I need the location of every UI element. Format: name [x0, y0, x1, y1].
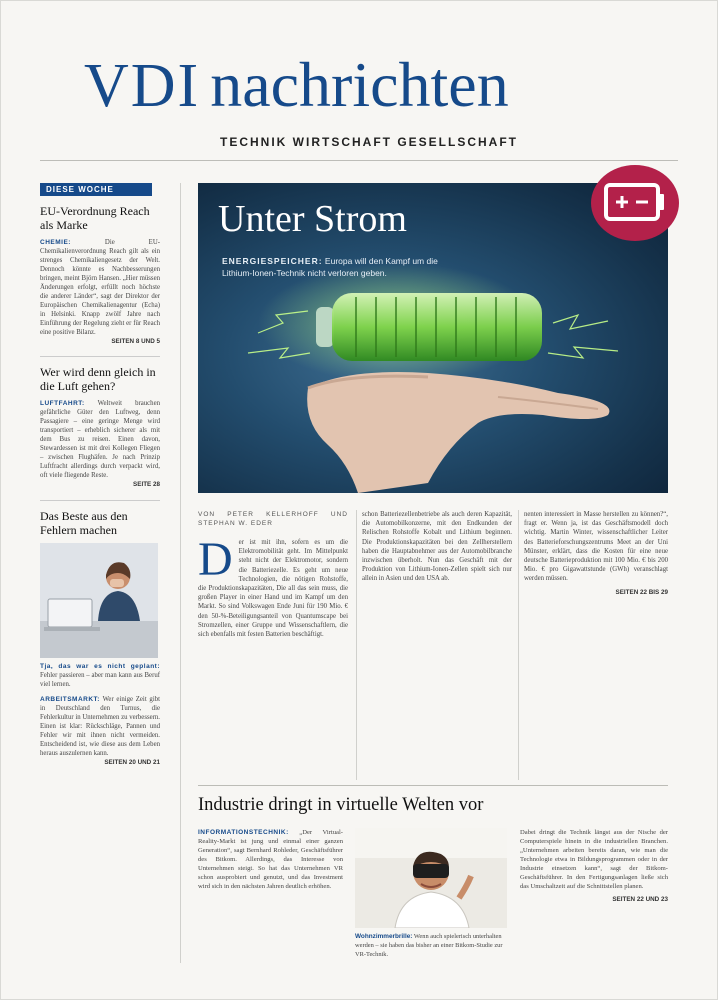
story3-caption [40, 662, 160, 689]
vr-headset-illustration [355, 828, 507, 928]
story1-more[interactable]: SEITEN 8 UND 5 [111, 337, 160, 345]
article-column-1 [198, 510, 348, 639]
story1-headline[interactable]: EU-Verordnung Reach als Marke [40, 203, 150, 232]
story2-kicker: LUFTFAHRT: [40, 400, 85, 407]
battery-icon [588, 163, 682, 243]
column-divider [356, 510, 357, 780]
story3-more[interactable]: SEITEN 20 UND 21 [104, 758, 160, 766]
tagline: TECHNIK WIRTSCHAFT GESELLSCHAFT [220, 135, 518, 149]
lower-column-1 [198, 828, 343, 891]
column-divider [180, 183, 181, 963]
vdi-logo [84, 48, 509, 122]
vr-photo-caption [355, 932, 507, 959]
article-byline: VON PETER KELLERHOFF UND STEPHAN W. EDER [198, 511, 348, 527]
lower-headline[interactable]: Industrie dringt in virtuelle Welten vor [198, 795, 484, 815]
story2-text: Weltweit brauchen gefährliche Güter den Luftweg, denn Passagiere – eine geringe Menge wird transportiert – erheblich sicherer als mit dem Bus zu reisen. Einen davon, Stewardessen ist mit drei Kollegen Fliegen – zwischen Flughäfen. Je nach Prinzip Luftfracht allerdings durch verpackt wird, oft viele fliegende Reste. [40, 400, 160, 479]
story2-body [40, 399, 160, 480]
story3-body [40, 695, 160, 758]
divider [40, 356, 160, 357]
story1-body [40, 238, 160, 337]
hero-kicker: ENERGIESPEICHER: [222, 256, 323, 266]
lower-more[interactable]: SEITEN 22 UND 23 [612, 896, 668, 903]
story3-headline[interactable]: Das Beste aus den Fehlern machen [40, 508, 128, 537]
column-divider [518, 510, 519, 780]
story2-headline[interactable]: Wer wird denn gleich in die Luft gehen? [40, 365, 156, 393]
lower-col3-text: Dabei dringt die Technik längst aus der Nische der Computerspiele hinein in die industriellen Branchen. „Unternehmen arbeiten bereits daran, wie man die Technologie etwa in Bildungsprogrammen oder in der Industrie einsetzen kann“, sagt der Bitkom-Geschäftsführer. In den Fertigungsanlagen ließe sich das Umschaltzeit auf die Schnittstellen planen. [520, 829, 668, 890]
story1-kicker: CHEMIE: [40, 238, 71, 246]
lower-rule [198, 785, 668, 786]
vr-caption-text: Wenn auch spielerisch unterhalten werden – sie haben das bisher an einer Bitkom-Studie zur VR-Technik. [355, 933, 503, 958]
article-col1-text: er ist mit ihn, sofern es um die Elektromobilität geht. Im Mittelpunkt steht nicht der Elektromotor, sondern die Batteriezelle. Es geht um neue Technologien, die nötigen Rohstoffe, die Produktionskapazitäten, Die all das sein muss, die großen Player in einer Hand und im Kampf um den Markt. So sind Volkswagen Ende Juni für 190 Mio. € den 50-%-Beteiligungsanteil von Quantumscape bei Stromzellen, einer Gruppe und Wissenschaftlern, die sich ebenfalls mit festen Batterien beschäftigt. [198, 539, 348, 639]
section-label: DIESE WOCHE [40, 183, 152, 196]
battery-badge [588, 163, 682, 243]
masthead [60, 38, 680, 148]
lower-column-3 [520, 828, 668, 904]
vr-caption-kicker: Wohnzimmerbrille: [355, 933, 413, 940]
divider [40, 500, 160, 501]
article-column-2 [362, 510, 512, 584]
article-more[interactable]: SEITEN 22 BIS 29 [615, 588, 668, 596]
story2-more[interactable]: SEITE 28 [133, 481, 160, 488]
lower-kicker: INFORMATIONSTECHNIK: [198, 829, 289, 836]
logo-nachrichten: nachrichten [210, 49, 509, 120]
dropcap: D [198, 533, 233, 586]
article-column-3 [524, 510, 668, 597]
hero-title: Unter Strom [218, 198, 407, 240]
story3-caption-text: Fehler passieren – aber man kann aus Beruf viel lernen. [40, 671, 160, 688]
office-worker-photo [40, 543, 158, 658]
story3-text: Wer einige Zeit gibt in Deutschland den Turnus, die Fehlerkultur in Unternehmen zu verbessern. Einen ist klar: Rückschläge, Pannen und Fehler wir mit ihnen nicht vermeiden. Entscheidend ist, wie diese aus dem Leben heraus auszulernen kann. [40, 695, 161, 757]
masthead-rule [40, 160, 678, 161]
office-worker-illustration [40, 543, 158, 658]
hero-subtitle [222, 255, 452, 279]
story3-kicker: ARBEITSMARKT: [40, 695, 100, 703]
left-sidebar [40, 183, 160, 963]
logo-vdi: VDI [84, 52, 201, 120]
article-col3-text: nenten interessiert in Masse herstellen zu können?“, fragt er. Wenn ja, ist das Geschäftsmodell doch wichtig. Martin Winter, wissenschaftlicher Leiter des Batterieforschungszentrums Meet an der Uni Münster, erklärt, dass die Kosten für eine neue deutsche Batterieproduktion mit 100 Mio. € bis 200 Mio. € pro Gigawattstunde (GWh) veranschlagt werden müssen. [524, 511, 668, 583]
hero-subtitle-text: Europa will den Kampf um die Lithium-Ionen-Technik nicht verloren geben. [222, 256, 438, 278]
story1-text: Die EU-Chemikalienverordnung Reach gilt als ein strenges Chemikaliengesetz der Welt. Dennoch könnte es Nachbesserungen bringen, meint Björn Hansen. „Hier müssen Änderungen erfolgt, erfüllt noch höchste die anderer Länder“, sagt der Direktor der Europäischen Chemikalienagentur (Echa) in Helsinki. Knapp zwölf Jahre nach Einführung der Regelung zieht er für Reach eine positive Bilanz. [40, 238, 160, 336]
story3-caption-kicker: Tja, das war es nicht geplant: [40, 662, 160, 670]
article-col2-text: schon Batteriezellenbetriebe als auch deren Kapazität, die Automobilkonzerne, mit den Endkunden der Relischen Rohstoffe Kobalt und Lithium beginnen. Die Produktionskapazitäten bei den Zellherstellern haben die Hauptabnehmer aus der Automobilbranche inzwischen überholt. Nun das Geschäft mit der Produktion von Lithium-Ionen-Zellen spielt sich nur allein in Asien und den USA ab. [362, 511, 512, 583]
lower-col1-text: „Der Virtual-Reality-Markt ist jung und einmal einer ganzen Generation“, sagt Bernhard Rohleder, Geschäftsführer des Bitkom. Allerdings, das Interesse von Unternehmen steigt. So hat das Unternehmen VR schon ausprobiert und genutzt, und das Investment wird sich in den nächsten Jahren deutlich erhöhen. [198, 829, 343, 890]
vr-headset-photo [355, 828, 507, 928]
